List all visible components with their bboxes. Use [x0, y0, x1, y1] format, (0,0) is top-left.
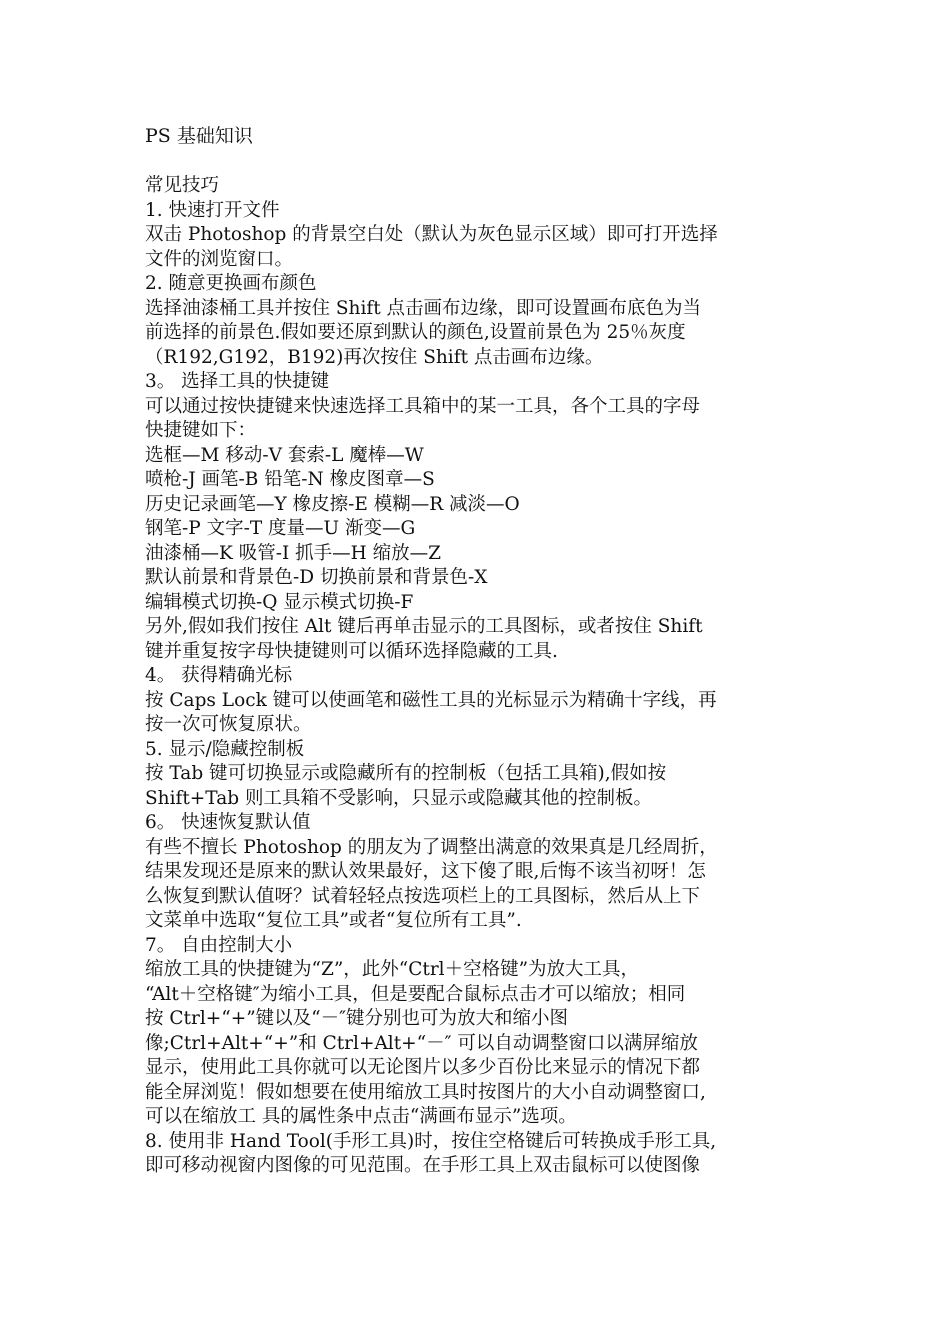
- body-line: 双击 Photoshop 的背景空白处（默认为灰色显示区域）即可打开选择: [145, 224, 718, 245]
- body-line: 可以通过按快捷键来快速选择工具箱中的某一工具，各个工具的字母: [145, 395, 701, 417]
- body-line: 8. 使用非 Hand Tool(手形工具)时，按住空格键后可转换成手形工具,: [145, 1130, 717, 1152]
- body-line: Shift+Tab 则工具箱不受影响，只显示或隐藏其他的控制板。: [145, 787, 652, 809]
- body-line: 选择油漆桶工具并按住 Shift 点击画布边缘，即可设置画布底色为当: [145, 297, 702, 319]
- body-line: 另外,假如我们按住 Alt 键后再单击显示的工具图标，或者按住 Shift: [145, 616, 703, 637]
- body-line: 按一次可恢复原状。: [145, 714, 312, 735]
- body-line: 可以在缩放工 具的属性条中点击“满画布显示”选项。: [145, 1106, 577, 1127]
- body-line: 快捷键如下：: [145, 420, 257, 441]
- body-line: 结果发现还是原来的默认效果最好，这下傻了眼,后悔不该当初呀！怎: [145, 861, 706, 882]
- body-line: 钢笔-P 文字-T 度量—U 渐变—G: [145, 518, 416, 539]
- body-line: 3。 选择工具的快捷键: [145, 371, 330, 392]
- body-line: 6。 快速恢复默认值: [145, 812, 311, 833]
- body-line: 2. 随意更换画布颜色: [145, 273, 317, 294]
- body-line: 文件的浏览窗口。: [145, 248, 294, 270]
- body-line: 键并重复按字母快捷键则可以循环选择隐藏的工具.: [145, 640, 558, 662]
- body-line: 像;Ctrl+Alt+“+”和 Ctrl+Alt+“－″ 可以自动调整窗口以满屏缩放: [145, 1032, 698, 1054]
- body-line: 按 Caps Lock 键可以使画笔和磁性工具的光标显示为精确十字线，再: [145, 689, 717, 711]
- body-line: （R192,G192，B192)再次按住 Shift 点击画布边缘。: [145, 346, 604, 368]
- body-line: 文菜单中选取“复位工具”或者“复位所有工具”.: [145, 910, 522, 931]
- body-line: 按 Ctrl+“+”键以及“－″键分别也可为放大和缩小图: [145, 1008, 569, 1029]
- body-line: 即可移动视窗内图像的可见范围。在手形工具上双击鼠标可以使图像: [145, 1155, 701, 1176]
- document-title: PS 基础知识: [145, 125, 253, 147]
- body-line: 么恢复到默认值呀？试着轻轻点按选项栏上的工具图标，然后从上下: [145, 885, 701, 907]
- body-line: 5. 显示/隐藏控制板: [145, 738, 305, 760]
- body-line: 缩放工具的快捷键为“Z”，此外“Ctrl＋空格键”为放大工具，: [145, 959, 640, 980]
- body-line: 能全屏浏览！假如想要在使用缩放工具时按图片的大小自动调整窗口,: [145, 1081, 706, 1103]
- body-line: 4。 获得精确光标: [145, 665, 293, 686]
- body-line: 常见技巧: [145, 175, 220, 196]
- body-line: 选框—M 移动-V 套索-L 魔棒—W: [145, 444, 424, 466]
- body-line: 有些不擅长 Photoshop 的朋友为了调整出满意的效果真是几经周折，: [145, 836, 718, 858]
- document-body: [145, 174, 815, 1179]
- body-line: 前选择的前景色.假如要还原到默认的颜色,设置前景色为 25％灰度: [145, 322, 686, 343]
- body-line: 历史记录画笔—Y 橡皮擦-E 模糊—R 减淡—O: [145, 493, 520, 515]
- body-line: 1. 快速打开文件: [145, 199, 280, 221]
- body-line: 喷枪-J 画笔-B 铅笔-N 橡皮图章—S: [145, 469, 435, 490]
- body-line: 按 Tab 键可切换显示或隐藏所有的控制板（包括工具箱),假如按: [145, 763, 667, 784]
- body-line: “Alt＋空格键″为缩小工具，但是要配合鼠标点击才可以缩放；相同: [145, 983, 686, 1005]
- body-line: 油漆桶—K 吸管-I 抓手—H 缩放—Z: [145, 542, 442, 564]
- body-line: 7。 自由控制大小: [145, 934, 293, 956]
- body-line: 显示，使用此工具你就可以无论图片以多少百份比来显示的情况下都: [145, 1057, 701, 1078]
- body-line: 编辑模式切换-Q 显示模式切换-F: [145, 591, 414, 613]
- body-line: 默认前景和背景色-D 切换前景和背景色-X: [145, 567, 488, 588]
